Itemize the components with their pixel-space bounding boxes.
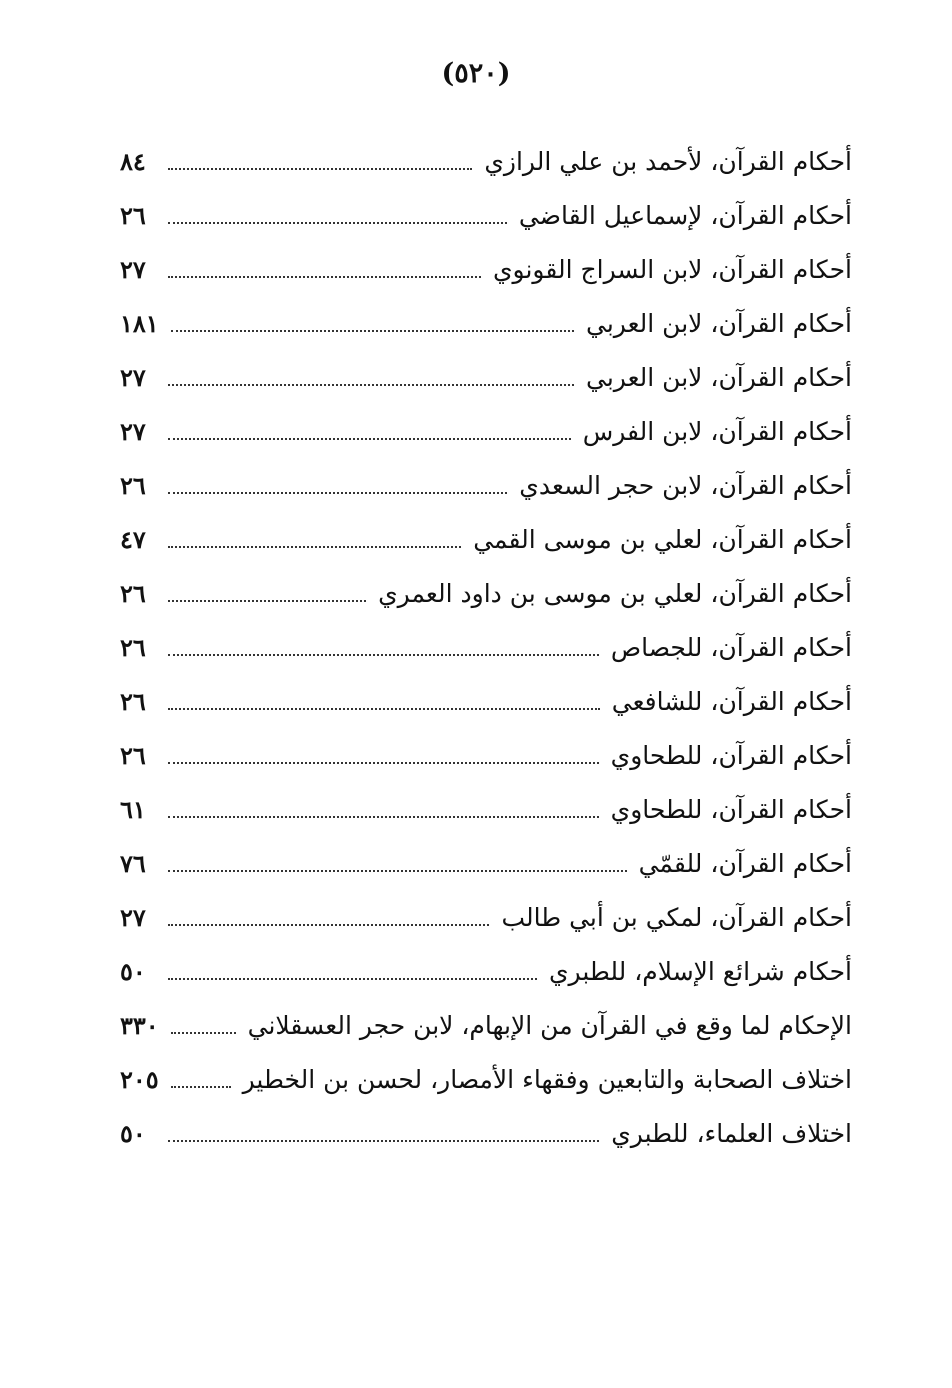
- index-entry: [120, 618, 852, 672]
- entry-page-number: ٨٤: [120, 147, 146, 176]
- dot-leader: [168, 546, 461, 548]
- entry-page-number: ١٨١: [120, 309, 159, 338]
- entry-title: أحكام القرآن، لابن العربي: [586, 363, 852, 392]
- entry-page-number: ٢٧: [120, 255, 146, 284]
- index-entry: [120, 348, 852, 402]
- dot-leader: [168, 924, 489, 926]
- entry-title: أحكام القرآن، للقمّي: [638, 849, 852, 878]
- index-entry: [120, 240, 852, 294]
- entry-title: أحكام القرآن، لابن الفرس: [582, 417, 852, 446]
- index-entry: [120, 1050, 852, 1104]
- entry-title: أحكام القرآن، لعلي بن موسى القمي: [473, 525, 852, 554]
- entry-title: أحكام القرآن، لأحمد بن علي الرازي: [484, 147, 852, 176]
- entry-title: أحكام القرآن، لابن السراج القونوي: [492, 255, 852, 284]
- dot-leader: [168, 168, 472, 170]
- index-entry: [120, 672, 852, 726]
- dot-leader: [168, 438, 571, 440]
- index-entry: [120, 888, 852, 942]
- dot-leader: [168, 1140, 599, 1142]
- dot-leader: [168, 708, 600, 710]
- index-entry: [120, 996, 852, 1050]
- dot-leader: [168, 222, 507, 224]
- entry-title: أحكام القرآن، لابن حجر السعدي: [519, 471, 852, 500]
- entry-page-number: ٤٧: [120, 525, 146, 554]
- entry-title: أحكام القرآن، للشافعي: [611, 687, 852, 716]
- entry-title: أحكام القرآن، لمكي بن أبي طالب: [501, 903, 852, 932]
- dot-leader: [168, 276, 481, 278]
- dot-leader: [171, 1032, 236, 1034]
- entry-title: اختلاف الصحابة والتابعين وفقهاء الأمصار، لحسن بن الخطير: [242, 1065, 852, 1094]
- index-entry: [120, 186, 852, 240]
- entry-page-number: ٧٦: [120, 849, 146, 878]
- entry-page-number: ٥٠: [120, 957, 146, 986]
- entry-title: أحكام القرآن، للجصاص: [610, 633, 852, 662]
- entry-page-number: ٥٠: [120, 1119, 146, 1148]
- entry-page-number: ٢٦: [120, 201, 146, 230]
- dot-leader: [168, 762, 599, 764]
- index-entry: [120, 1104, 852, 1158]
- index-entry: [120, 510, 852, 564]
- entry-page-number: ٢٦: [120, 687, 146, 716]
- entry-page-number: ٢٦: [120, 741, 146, 770]
- dot-leader: [168, 600, 366, 602]
- index-entry: [120, 294, 852, 348]
- entry-page-number: ٦١: [120, 795, 146, 824]
- entry-title: الإحكام لما وقع في القرآن من الإبهام، لابن حجر العسقلاني: [247, 1011, 852, 1040]
- entry-page-number: ٢٧: [120, 903, 146, 932]
- dot-leader: [168, 492, 507, 494]
- index-entry: [120, 942, 852, 996]
- entry-page-number: ٢٦: [120, 471, 146, 500]
- dot-leader: [168, 654, 599, 656]
- index-list: [120, 132, 852, 1158]
- entry-title: أحكام شرائع الإسلام، للطبري: [548, 957, 852, 986]
- index-entry: [120, 564, 852, 618]
- entry-title: أحكام القرآن، لإسماعيل القاضي: [518, 201, 852, 230]
- entry-title: أحكام القرآن، للطحاوي: [610, 741, 852, 770]
- dot-leader: [168, 816, 599, 818]
- index-entry: [120, 726, 852, 780]
- entry-title: أحكام القرآن، لابن العربي: [586, 309, 852, 338]
- entry-page-number: ٢٦: [120, 633, 146, 662]
- entry-title: أحكام القرآن، لعلي بن موسى بن داود العمري: [378, 579, 852, 608]
- entry-title: أحكام القرآن، للطحاوي: [610, 795, 852, 824]
- dot-leader: [171, 330, 574, 332]
- index-entry: [120, 132, 852, 186]
- entry-page-number: ٢٦: [120, 579, 146, 608]
- entry-page-number: ٢٠٥: [120, 1065, 159, 1094]
- index-entry: [120, 780, 852, 834]
- dot-leader: [168, 384, 574, 386]
- dot-leader: [168, 978, 537, 980]
- dot-leader: [168, 870, 627, 872]
- entry-page-number: ٢٧: [120, 417, 146, 446]
- index-entry: [120, 402, 852, 456]
- entry-page-number: ٣٣٠: [120, 1011, 159, 1040]
- dot-leader: [171, 1086, 231, 1088]
- entry-title: اختلاف العلماء، للطبري: [611, 1119, 852, 1148]
- page-number: (٥٢٠): [441, 58, 511, 89]
- entry-page-number: ٢٧: [120, 363, 146, 392]
- index-entry: [120, 834, 852, 888]
- index-entry: [120, 456, 852, 510]
